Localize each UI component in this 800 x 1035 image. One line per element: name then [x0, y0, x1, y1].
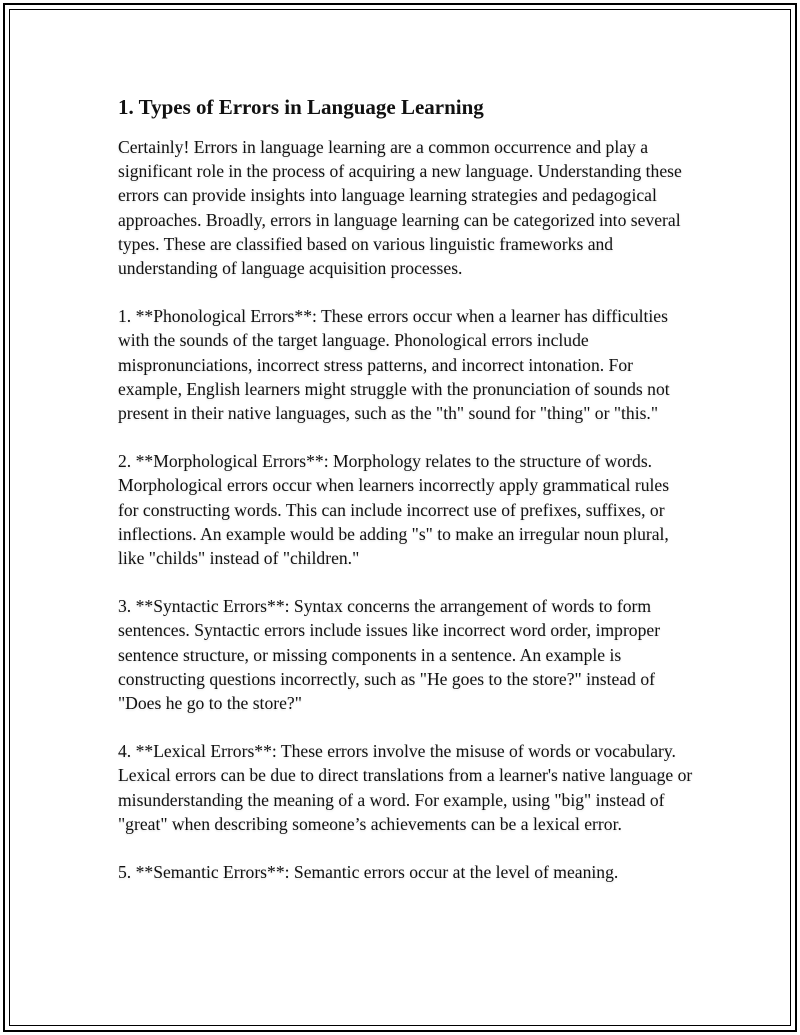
morphological-errors-paragraph: 2. **Morphological Errors**: Morphology relates to the structure of words. Morphological errors occur when learners incorrectly apply grammatical rules for constructing words. This can include incorrect use of prefixes, suffixes, or inflections. An example would be adding "s" to make an irregular noun plural, like "childs" instead of "children.": [118, 451, 670, 569]
document-body: [118, 92, 693, 908]
phonological-errors-paragraph: 1. **Phonological Errors**: These errors occur when a learner has difficulties with the sounds of the target language. Phonological errors include mispronunciations, incorrect stress patterns, and incorrect intonation. For example, English learners might struggle with the pronunciation of sounds not present in their native languages, such as the "th" sound for "thing" or "this.": [118, 306, 670, 424]
section-title: 1. Types of Errors in Language Learning: [118, 95, 484, 119]
semantic-errors-paragraph: 5. **Semantic Errors**: Semantic errors occur at the level of meaning.: [118, 862, 619, 883]
syntactic-errors-paragraph: 3. **Syntactic Errors**: Syntax concerns the arrangement of words to form sentences. Syntactic errors include issues like incorrect word order, improper sentence structure, or missing components in a sentence. An example is constructing questions incorrectly, such as "He goes to the store?" instead of "Does he go to the store?": [118, 596, 661, 714]
intro-paragraph: Certainly! Errors in language learning are a common occurrence and play a significant role in the process of acquiring a new language. Understanding these errors can provide insights into language learning strategies and pedagogical approaches. Broadly, errors in language learning can be categorized into several types. These are classified based on various linguistic frameworks and understanding of language acquisition processes.: [118, 137, 682, 279]
lexical-errors-paragraph: 4. **Lexical Errors**: These errors involve the misuse of words or vocabulary. Lexical errors can be due to direct translations from a learner's native language or misunderstanding the meaning of a word. For example, using "big" instead of "great" when describing someone’s achievements can be a lexical error.: [118, 741, 693, 834]
